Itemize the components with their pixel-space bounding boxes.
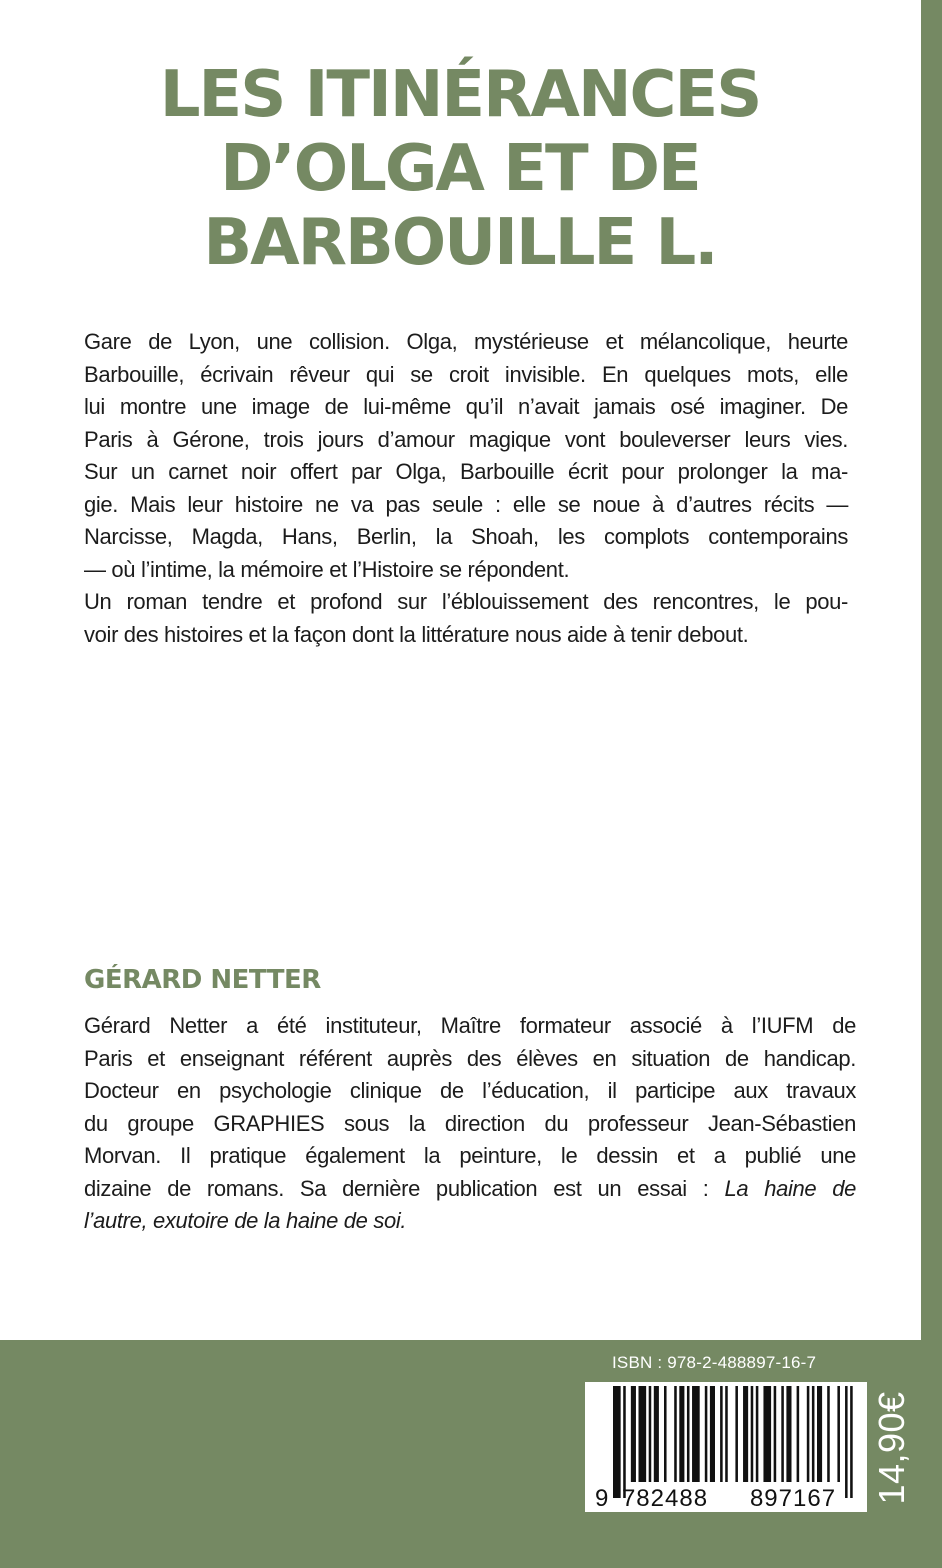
bio-line: Paris et enseignant référent auprès des élèves en situation de handicap. [84,1045,856,1071]
blurb-line: voir des histoires et la façon dont la littérature nous aide à tenir debout. [84,621,749,647]
title-line-1: LES ITINÉRANCES [159,58,761,132]
barcode-bar [705,1386,708,1482]
blurb-line: Narcisse, Magda, Hans, Berlin, la Shoah, les complots contemporains [84,524,848,549]
barcode-bar [720,1386,723,1482]
barcode-bar [751,1386,754,1482]
essay-title-part2: l’autre, exutoire de la haine de soi. [84,1208,407,1233]
barcode-bar [807,1386,810,1482]
blurb-line: Sur un carnet noir offert par Olga, Barbouille écrit pour prolonger la ma- [84,459,848,484]
title-line-2: D’OLGA ET DE [220,132,700,206]
bio-line: dizaine de romans. Sa dernière publication est un essai : [84,1175,709,1201]
barcode-bar [850,1386,853,1498]
spine-strip [921,0,942,1568]
blurb-line: Paris à Gérone, trois jours d’amour magique vont bouleverser leurs vies. [84,426,848,452]
barcode-bar [639,1386,647,1482]
book-title [40,58,880,280]
blurb-line: gie. Mais leur histoire ne va pas seule : elle se noue à d’autres récits — [84,491,848,517]
barcode-graphic [585,1382,867,1512]
back-cover-blurb [84,326,848,651]
bio-line: du groupe GRAPHIES sous la direction du professeur Jean-Sébastien [84,1110,856,1136]
barcode [585,1382,867,1512]
essay-title-part1: La haine de [724,1175,856,1201]
barcode-bars [613,1386,853,1498]
barcode-bar [774,1386,777,1482]
barcode-bar [649,1386,652,1482]
barcode-first-digit: 9 [595,1485,609,1512]
barcode-left-digits: 782488 [621,1485,709,1512]
blurb-line: lui montre une image de lui-même qu’il n’avait jamais osé imaginer. De [84,394,848,419]
barcode-bar [743,1386,748,1482]
author-bio [84,1010,856,1238]
blurb-line: Un roman tendre et profond sur l’éblouissement des rencontres, le pou- [84,589,848,614]
blurb-line: Barbouille, écrivain rêveur qui se croit invisible. En quelques mots, elle [84,361,848,387]
bio-line: Gérard Netter a été instituteur, Maître formateur associé à l’IUFM de [84,1013,856,1038]
bio-line: Morvan. Il pratique également la peinture, le dessin et a publié une [84,1143,856,1168]
barcode-bar [837,1386,840,1482]
bio-line-with-essay [84,1173,856,1206]
isbn-label: ISBN : 978-2-488897-16-7 [612,1353,817,1372]
title-line-3: BARBOUILLE L. [203,206,717,280]
barcode-right-digits: 897167 [749,1485,837,1512]
blurb-line: Gare de Lyon, une collision. Olga, mystérieuse et mélancolique, heurte [84,329,848,354]
barcode-bar [756,1386,759,1482]
barcode-bar [845,1386,848,1498]
barcode-bar [827,1386,830,1482]
barcode-bar [797,1386,800,1482]
barcode-bar [623,1386,626,1498]
barcode-bar [725,1386,728,1482]
barcode-bar [687,1386,690,1482]
barcode-bar [692,1386,700,1482]
barcode-bar [664,1386,667,1482]
barcode-bar [631,1386,636,1482]
barcode-bar [812,1386,815,1482]
barcode-bar [654,1386,659,1482]
barcode-bar [781,1386,784,1482]
barcode-bar [786,1386,791,1482]
barcode-bar [679,1386,684,1482]
barcode-bar [735,1386,738,1482]
price-label: 14,90€ [871,1391,912,1505]
barcode-bar [710,1386,715,1482]
blurb-line: — où l’intime, la mémoire et l’Histoire se répondent. [84,556,570,582]
barcode-bar [763,1386,771,1482]
barcode-bar [674,1386,677,1482]
author-name: GÉRARD NETTER [84,965,321,995]
bio-line [84,1205,856,1238]
barcode-bar [613,1386,621,1498]
bio-line: Docteur en psychologie clinique de l’éducation, il participe aux travaux [84,1078,856,1103]
barcode-bar [817,1386,822,1482]
